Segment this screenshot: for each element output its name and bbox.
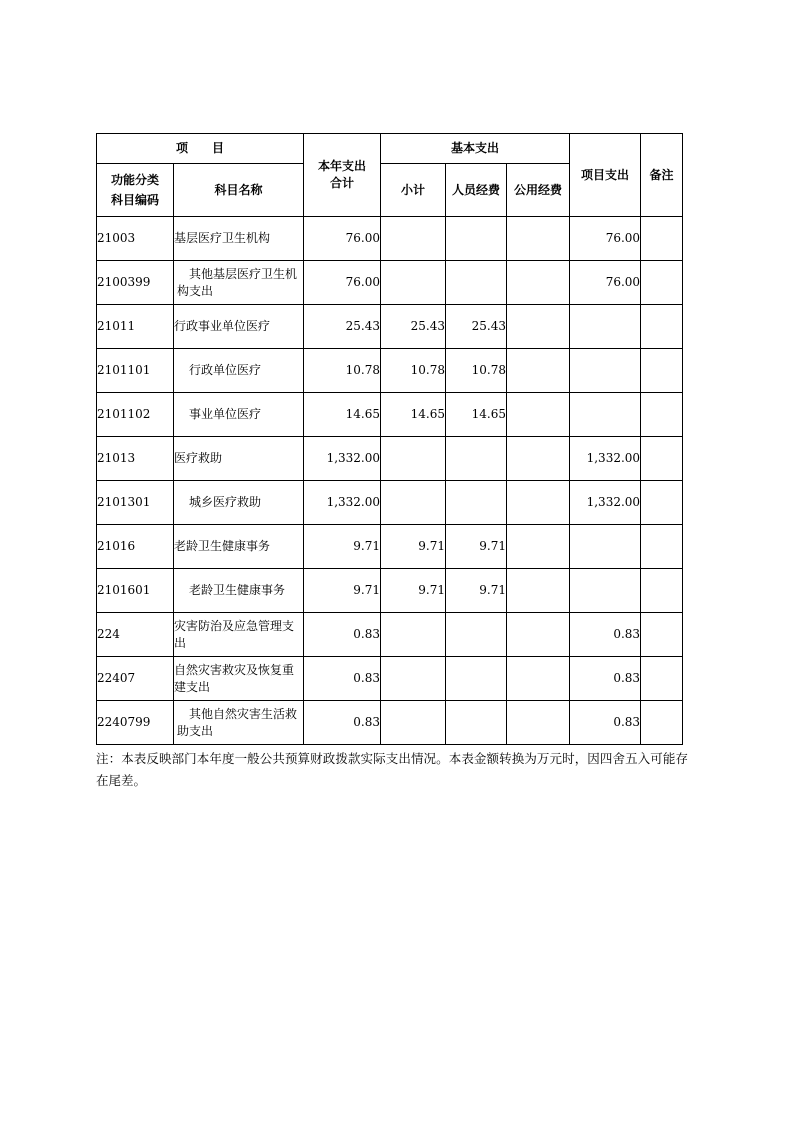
table-row (97, 393, 683, 437)
cell-personnel: 10.78 (446, 349, 507, 393)
table-row (97, 657, 683, 701)
cell-code: 2100399 (97, 261, 174, 305)
table-row (97, 613, 683, 657)
cell-subject-name: 城乡医疗救助 (174, 481, 304, 525)
cell-personnel (446, 701, 507, 745)
header-total: 本年支出合计 (304, 134, 381, 217)
table-row (97, 261, 683, 305)
cell-personnel (446, 261, 507, 305)
table-row (97, 305, 683, 349)
cell-remark (641, 217, 683, 261)
table-body (97, 217, 683, 745)
cell-public (507, 569, 570, 613)
cell-project-spending: 76.00 (570, 217, 641, 261)
header-project: 项 目 (97, 134, 304, 164)
cell-subject-name: 老龄卫生健康事务 (174, 525, 304, 569)
cell-subject-name: 行政事业单位医疗 (174, 305, 304, 349)
cell-personnel (446, 481, 507, 525)
cell-total: 1,332.00 (304, 481, 381, 525)
cell-total: 1,332.00 (304, 437, 381, 481)
cell-personnel (446, 437, 507, 481)
cell-code: 21016 (97, 525, 174, 569)
cell-public (507, 437, 570, 481)
cell-remark (641, 613, 683, 657)
cell-public (507, 217, 570, 261)
cell-project-spending: 0.83 (570, 613, 641, 657)
cell-code: 2101601 (97, 569, 174, 613)
cell-public (507, 305, 570, 349)
cell-project-spending (570, 305, 641, 349)
header-func-code: 功能分类科目编码 (97, 164, 174, 217)
cell-subtotal: 25.43 (381, 305, 446, 349)
cell-subject-name: 灾害防治及应急管理支出 (174, 613, 304, 657)
table-row (97, 349, 683, 393)
cell-project-spending: 1,332.00 (570, 437, 641, 481)
cell-project-spending: 1,332.00 (570, 481, 641, 525)
cell-total: 0.83 (304, 613, 381, 657)
header-basic: 基本支出 (381, 134, 570, 164)
cell-personnel: 9.71 (446, 569, 507, 613)
cell-subtotal (381, 481, 446, 525)
cell-personnel (446, 613, 507, 657)
cell-subject-name: 老龄卫生健康事务 (174, 569, 304, 613)
cell-code: 21003 (97, 217, 174, 261)
table-row (97, 701, 683, 745)
cell-subject-name: 医疗救助 (174, 437, 304, 481)
cell-project-spending (570, 525, 641, 569)
cell-total: 9.71 (304, 569, 381, 613)
cell-remark (641, 349, 683, 393)
cell-personnel (446, 657, 507, 701)
cell-subtotal (381, 657, 446, 701)
cell-project-spending (570, 569, 641, 613)
cell-subtotal: 10.78 (381, 349, 446, 393)
cell-public (507, 349, 570, 393)
header-project-spending: 项目支出 (570, 134, 641, 217)
cell-subject-name: 其他基层医疗卫生机构支出 (174, 261, 304, 305)
cell-public (507, 393, 570, 437)
cell-personnel: 25.43 (446, 305, 507, 349)
cell-total: 76.00 (304, 261, 381, 305)
cell-public (507, 261, 570, 305)
cell-code: 224 (97, 613, 174, 657)
cell-personnel (446, 217, 507, 261)
cell-total: 76.00 (304, 217, 381, 261)
cell-total: 0.83 (304, 657, 381, 701)
cell-code: 21013 (97, 437, 174, 481)
cell-code: 2101102 (97, 393, 174, 437)
table-row (97, 569, 683, 613)
cell-total: 14.65 (304, 393, 381, 437)
header-public: 公用经费 (507, 164, 570, 217)
cell-subtotal: 9.71 (381, 569, 446, 613)
cell-remark (641, 261, 683, 305)
header-subtotal: 小计 (381, 164, 446, 217)
cell-subtotal (381, 701, 446, 745)
cell-public (507, 701, 570, 745)
cell-remark (641, 701, 683, 745)
table-row (97, 437, 683, 481)
cell-remark (641, 437, 683, 481)
cell-project-spending (570, 393, 641, 437)
cell-code: 21011 (97, 305, 174, 349)
cell-subject-name: 行政单位医疗 (174, 349, 304, 393)
cell-public (507, 481, 570, 525)
cell-remark (641, 525, 683, 569)
cell-subtotal (381, 613, 446, 657)
table-row (97, 217, 683, 261)
cell-remark (641, 569, 683, 613)
cell-remark (641, 657, 683, 701)
cell-project-spending: 0.83 (570, 657, 641, 701)
cell-subject-name: 基层医疗卫生机构 (174, 217, 304, 261)
cell-code: 22407 (97, 657, 174, 701)
cell-code: 2240799 (97, 701, 174, 745)
cell-subtotal (381, 437, 446, 481)
header-remarks: 备注 (641, 134, 683, 217)
cell-project-spending (570, 349, 641, 393)
cell-total: 0.83 (304, 701, 381, 745)
cell-remark (641, 481, 683, 525)
cell-remark (641, 305, 683, 349)
budget-table (96, 133, 683, 745)
cell-personnel: 9.71 (446, 525, 507, 569)
cell-total: 9.71 (304, 525, 381, 569)
cell-personnel: 14.65 (446, 393, 507, 437)
cell-public (507, 525, 570, 569)
cell-public (507, 657, 570, 701)
cell-public (507, 613, 570, 657)
cell-subtotal (381, 217, 446, 261)
cell-subtotal: 14.65 (381, 393, 446, 437)
cell-code: 2101101 (97, 349, 174, 393)
cell-code: 2101301 (97, 481, 174, 525)
cell-subject-name: 事业单位医疗 (174, 393, 304, 437)
cell-project-spending: 76.00 (570, 261, 641, 305)
cell-subtotal: 9.71 (381, 525, 446, 569)
cell-subject-name: 其他自然灾害生活救助支出 (174, 701, 304, 745)
cell-total: 10.78 (304, 349, 381, 393)
cell-project-spending: 0.83 (570, 701, 641, 745)
cell-remark (641, 393, 683, 437)
table-row (97, 525, 683, 569)
cell-subject-name: 自然灾害救灾及恢复重建支出 (174, 657, 304, 701)
cell-total: 25.43 (304, 305, 381, 349)
table-row (97, 481, 683, 525)
footnote: 注：本表反映部门本年度一般公共预算财政拨款实际支出情况。本表金额转换为万元时，因四舍五入可能存在尾差。 (96, 751, 688, 788)
header-subject-name: 科目名称 (174, 164, 304, 217)
header-row-1 (97, 134, 683, 164)
header-personnel: 人员经费 (446, 164, 507, 217)
cell-subtotal (381, 261, 446, 305)
